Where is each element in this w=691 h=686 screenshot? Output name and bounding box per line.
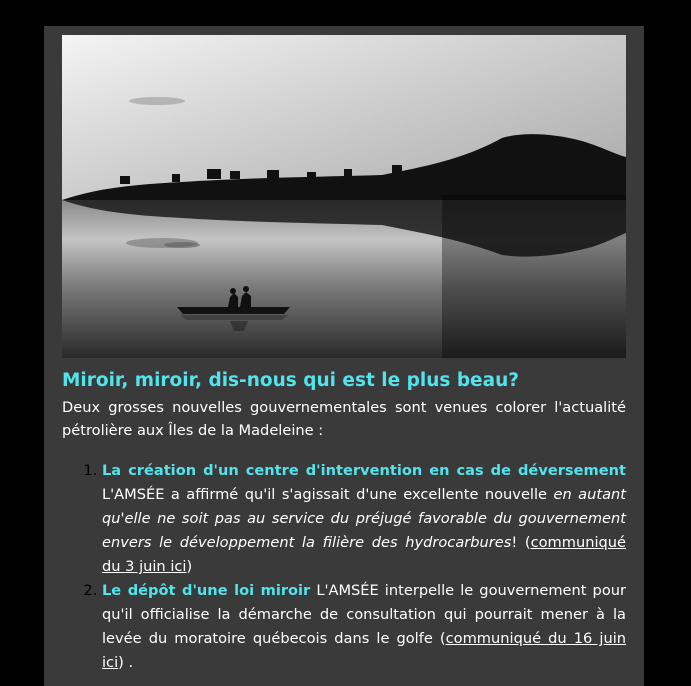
article-intro: Deux grosses nouvelles gouvernementales sont venues colorer l'actualité pétrolière aux Îles de la Madeleine : bbox=[62, 399, 626, 439]
item-text: ) bbox=[186, 558, 193, 575]
news-list bbox=[62, 459, 626, 675]
list-item bbox=[102, 579, 626, 675]
item-headline: La création d'un centre d'intervention en cas de déversement bbox=[102, 462, 626, 479]
item-text: ) . bbox=[118, 654, 134, 671]
item-text: L'AMSÉE interpelle le gouvernement pour qu'il officialise la démarche de consultation qui pourrait mener à la levée du moratoire québecois dans le golfe ( bbox=[102, 582, 626, 647]
newsletter-panel bbox=[44, 26, 644, 686]
item-italic-text: en autant qu'elle ne soit pas au service du préjugé favorable du gouvernement envers le développement la filière des hydrocarbures bbox=[102, 486, 626, 551]
item-headline: Le dépôt d'une loi miroir bbox=[102, 582, 311, 599]
communique-link[interactable]: communiqué du 16 juin ici bbox=[102, 630, 626, 671]
list-item bbox=[102, 459, 626, 579]
item-text: L'AMSÉE a affirmé qu'il s'agissait d'une excellente nouvelle bbox=[102, 486, 554, 503]
lake-kayak-photo bbox=[62, 35, 626, 358]
communique-link[interactable]: communiqué du 3 juin ici bbox=[102, 534, 626, 575]
item-text: ! ( bbox=[511, 534, 531, 551]
article-title: Miroir, miroir, dis-nous qui est le plus beau? bbox=[62, 370, 519, 391]
